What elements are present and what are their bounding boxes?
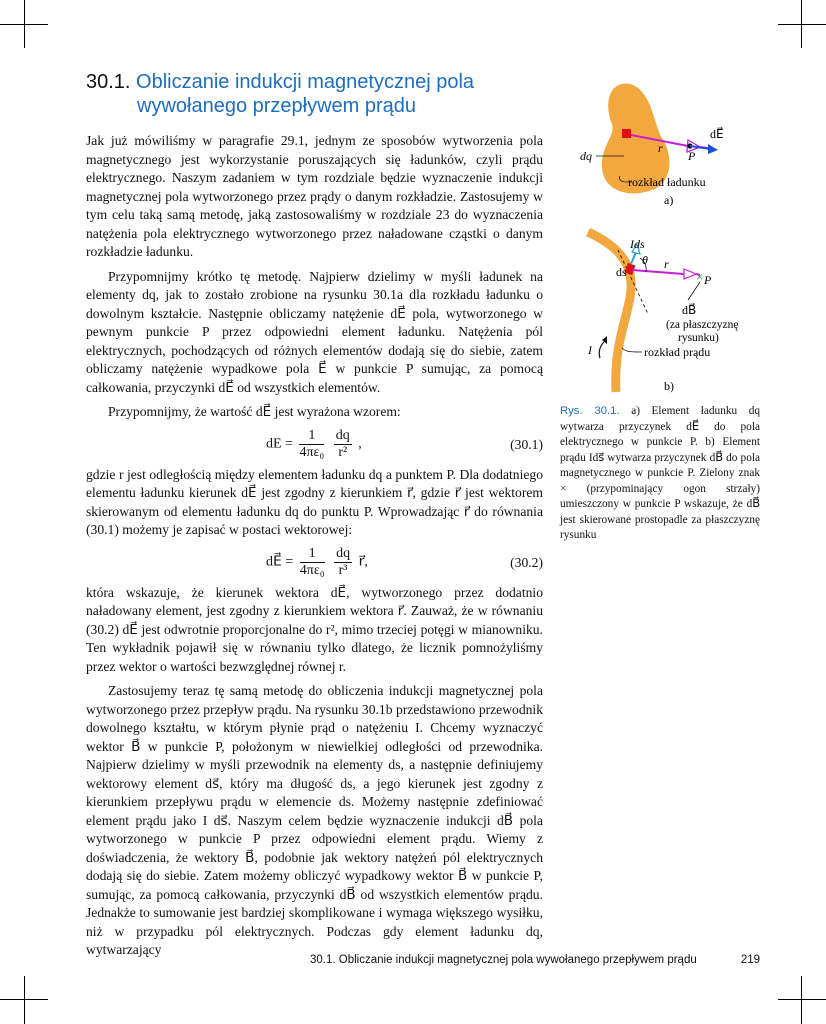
charge-element xyxy=(622,129,631,138)
body-text xyxy=(86,132,543,960)
dE-arrowhead xyxy=(708,144,718,154)
crop-mark xyxy=(801,976,802,1024)
label-P: P xyxy=(688,149,696,163)
eq1-lhs: dE = xyxy=(266,436,293,452)
figure-a-sublabel: a) xyxy=(664,193,674,207)
figure-a xyxy=(560,76,760,216)
label-dB: dB⃗ xyxy=(682,303,697,317)
label-r: r⃗ xyxy=(658,141,673,155)
label-dE: dE⃗ xyxy=(710,127,724,141)
current-wire xyxy=(588,232,631,392)
paragraph-2: Przypomnijmy krótko tę metodę. Najpierw dzielimy w myśli ładunek na elementy dq, jak to zostało zrobione na rysunku 30.1a dla rozkładu ładunku o dowolnym kształcie. Następnie obliczamy natężenie dE⃗ pola, wytworzonego w pewnym punkcie P przez odpowiedni element ładunku. Natężenia pól elektrycznych, pochodzących od różnych elementów dodają się do siebie, zatem obliczamy natężenie wypadkowe pola E⃗ w punkcie P sumując, za pomocą całkowania, przyczynki dE⃗ od wszystkich elementów. xyxy=(86,268,543,395)
dist-leader-b xyxy=(622,348,642,352)
label-Ids: Ids⃗ xyxy=(630,237,654,251)
label-into-page-2: rysunku) xyxy=(678,332,719,344)
label-distribution-b: rozkład prądu xyxy=(644,345,711,359)
page-number: 219 xyxy=(740,954,760,966)
eq1-num-b: dq xyxy=(335,427,350,443)
label-theta: θ xyxy=(642,253,648,267)
label-into-page-1: (za płaszczyznę xyxy=(666,319,739,331)
crop-mark xyxy=(0,24,48,25)
crop-mark xyxy=(778,999,826,1000)
figure-b-sublabel: b) xyxy=(664,379,674,393)
eq2-tail: r⃗, xyxy=(358,554,368,570)
into-page-cross-icon: × xyxy=(696,269,704,284)
paragraph-5: która wskazuje, że kierunek wektora dE⃗, wytworzonego przez dodatnio naładowany element, jest zgodny z kierunkiem wektora r⃗. Zauważ, że w równaniu (30.2) dE⃗ jest odwrotnie proporcjonalne do r², mimo trzeciej potęgi w mianowniku. Ten wykładnik pojawił się w równaniu tylko dlatego, że licznik pomnożyliśmy przez wektor o wartości bezwzględnej równej r. xyxy=(86,584,543,674)
figure-caption xyxy=(560,404,760,544)
figure-b xyxy=(560,228,760,396)
equation-30-2 xyxy=(86,540,543,584)
eq2-den-a: 4πε₀ xyxy=(299,562,325,578)
caption-text: a) Element ładunku dq wytwarza przyczynek dE⃗ do pola elektrycznego w punkcie P. b) Element prądu Ids⃗ wytwarza przyczynek dB⃗ do pola magnetycznego w punkcie P. Zielony znak × (przypominający ogon strzały) umieszczony w punkcie P wskazuje, że dB⃗ jest skierowane prostopadle za płaszczyznę rysunku xyxy=(560,405,761,541)
crop-mark xyxy=(0,999,48,1000)
eq2-num-b: dq xyxy=(336,545,351,561)
Ids-vector xyxy=(631,252,636,264)
paragraph-4: gdzie r jest odległością między elementem ładunku dq a punktem P. Dla dodatniego elementu ładunku kierunek dE⃗ jest zgodny z kierunkiem r⃗, gdzie r⃗ jest wektorem skierowanym od elementu ładunku dq do punktu P. Wprowadzając r⃗ do równania (30.1) możemy je zapisać w postaci wektorowej: xyxy=(86,466,543,537)
paragraph-6: Zastosujemy teraz tę samą metodę do obliczenia indukcji magnetycznej pola wytworzonego przez przepływ prądu. Na rysunku 30.1b przedstawiono przewodnik dowolnego kształtu, w którym płynie prąd o natężeniu I. Chcemy wyznaczyć wektor B⃗ w punkcie P, położonym w niewielkiej odległości od przewodnika. Najpierw dzielimy w myśli przewodnik na elementy ds, a następnie definiujemy wektorowy element ds⃗, który ma długość ds, a jego kierunek jest zgodny z kierunkiem przepływu prądu w elemencie ds. Możemy następnie zdefiniować element prądu jako I ds⃗. Naszym celem będzie wyznaczenie indukcji dB⃗ pola wytworzonego w punkcie P przez odpowiedni element prądu. Wiemy z doświadczenia, że wektory B⃗, podobnie jak wektory natężeń pól elektrycznych dodają się do siebie. Zatem możemy obliczyć wypadkowy wektor B⃗ w punkcie P, sumując, za pomocą całkowania, przyczynki dB⃗ od wszystkich elementów prądu. Jednakże to sumowanie jest bardziej skomplikowane i wymaga większego wysiłku, niż w przypadku pól elektrycznych. Podczas gdy element ładunku dq, wytwarzający xyxy=(86,683,543,957)
eq2-lhs: dE⃗ = xyxy=(266,554,294,570)
eq1-den-a: 4πε₀ xyxy=(299,444,325,460)
equation-30-1 xyxy=(86,422,543,466)
current-direction-arrow xyxy=(599,342,604,358)
label-distribution-a: rozkład ładunku xyxy=(628,175,706,189)
section-title-line1: Obliczanie indukcji magnetycznej pola xyxy=(136,71,475,93)
dB-leader xyxy=(688,282,700,300)
eq2-num-a: 1 xyxy=(300,546,325,563)
page-footer xyxy=(310,954,760,966)
label-P-b: P xyxy=(704,273,712,287)
caption-label: Rys. 30.1. xyxy=(560,405,620,417)
label-r-b: r⃗ xyxy=(664,257,679,271)
label-dq: dq xyxy=(580,149,592,163)
label-I: I xyxy=(588,343,592,357)
eq2-den-b: r³ xyxy=(338,562,348,578)
eq1-tail: , xyxy=(358,436,362,452)
crop-mark xyxy=(24,976,25,1024)
r-arrowhead-b xyxy=(684,269,696,279)
running-title: 30.1. Obliczanie indukcji magnetycznej pola wywołanego przepływem prądu xyxy=(310,954,697,966)
eq1-num-a: 1 xyxy=(299,428,324,445)
eq1-number: (30.1) xyxy=(510,436,543,452)
section-title-line2: wywołanego przepływem prądu xyxy=(137,95,417,117)
label-ds: ds xyxy=(616,265,627,279)
section-number: 30.1. xyxy=(86,71,131,93)
paragraph-3: Przypomnijmy, że wartość dE⃗ jest wyrażona wzorem: xyxy=(108,404,401,419)
section-heading xyxy=(86,70,546,118)
paragraph-1: Jak już mówiliśmy w paragrafie 29.1, jednym ze sposobów wytworzenia pola magnetycznego jest wykorzystanie poruszających się ładunków, czyli prądu elektrycznego. Naszym zadaniem w tym rozdziale będzie wyznaczenie indukcji magnetycznej pola wytworzonego przez prądy o danym rozkładzie. Zastosujemy w tym celu taką samą metodę, jaką zastosowaliśmy w rozdziale 23 do wyznaczenia natężenia pola elektrycznego wytworzonego przez naładowane cząstki o danym rozkładzie ładunku. xyxy=(86,133,543,259)
crop-mark xyxy=(778,24,826,25)
eq1-den-b: r² xyxy=(338,444,348,460)
eq2-number: (30.2) xyxy=(510,554,543,570)
